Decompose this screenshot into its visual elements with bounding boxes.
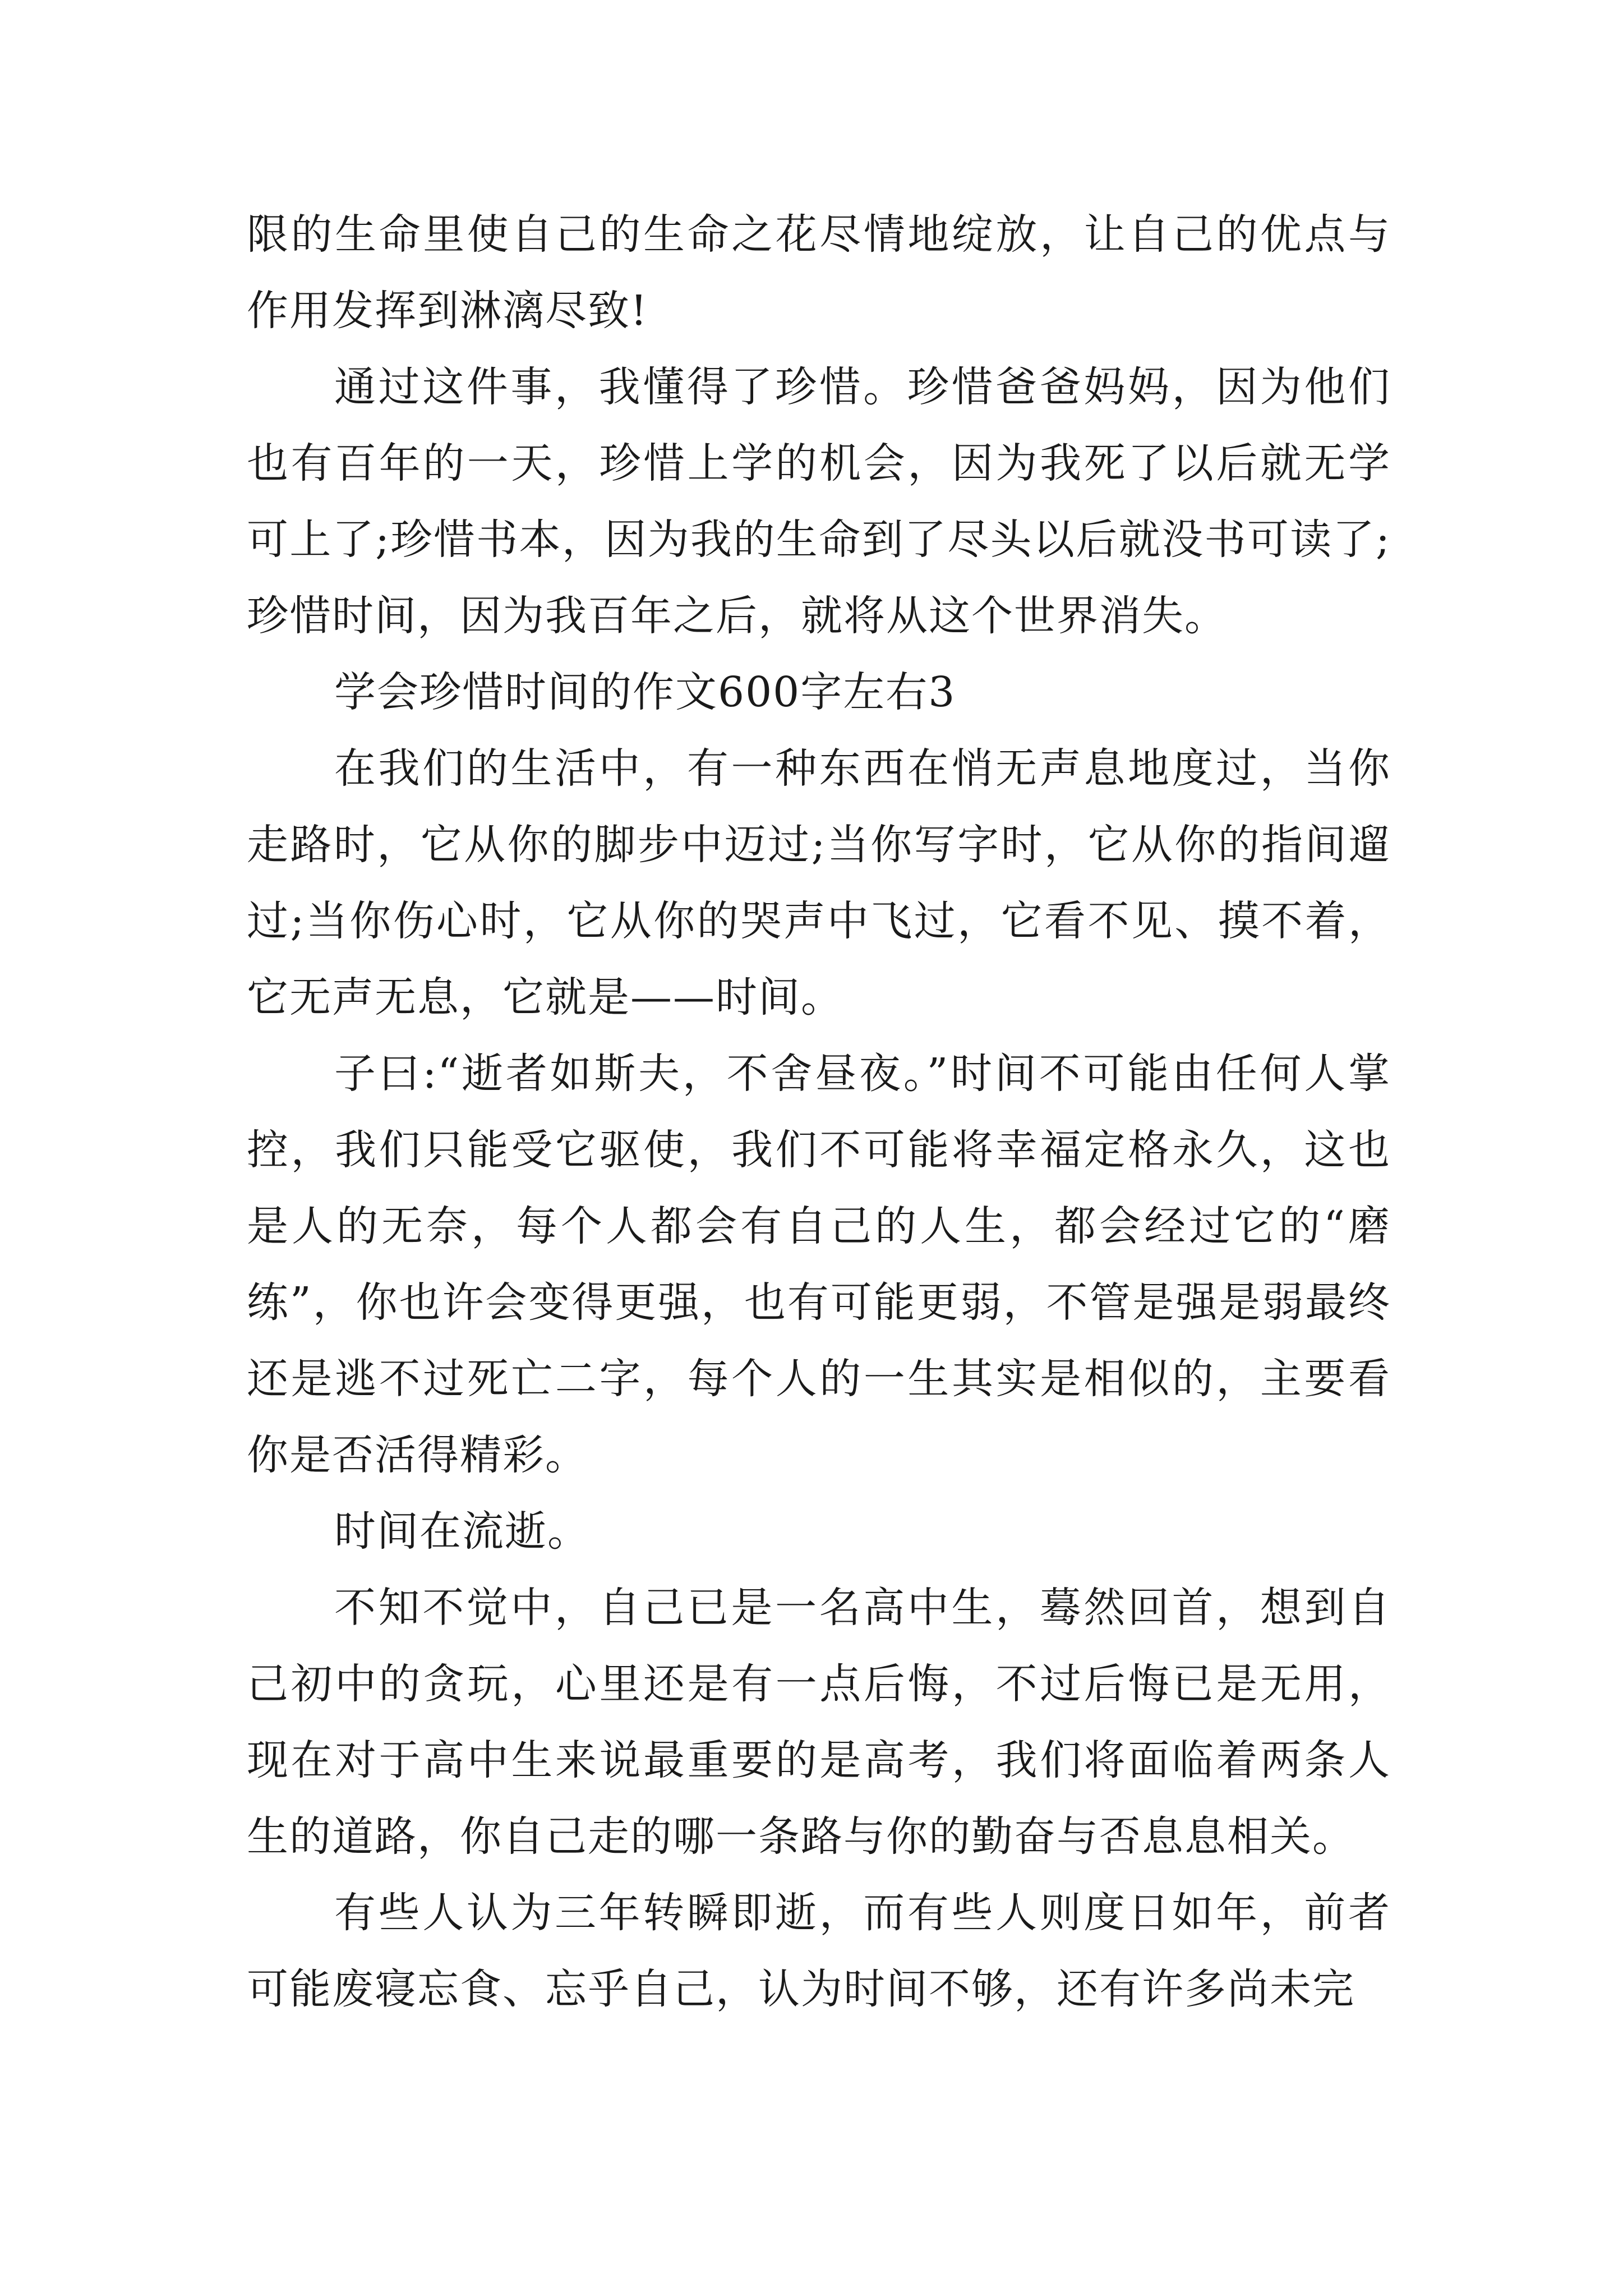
essay-heading: 学会珍惜时间的作文600字左右3	[334, 668, 956, 716]
paragraph-confucius-quote: 子曰:“逝者如斯夫，不舍昼夜。”时间不可能由任何人掌控，我们只能受它驱使，我们不可能将幸福定格永久，这也是人的无奈，每个人都会有自己的人生，都会经过它的“磨练”，你也许会变得更强，也有可能更弱，不管是强是弱最终还是逃不过死亡二字，每个人的一生其实是相似的，主要看你是否活得精彩。	[247, 1050, 1391, 1479]
paragraph-continuation: 限的生命里使自己的生命之花尽情地绽放，让自己的优点与作用发挥到淋漓尽致!	[247, 210, 1391, 335]
paragraph-high-school: 不知不觉中，自己已是一名高中生，蓦然回首，想到自己初中的贪玩，心里还是有一点后悔，不过后悔已是无用，现在对于高中生来说最重要的是高考，我们将面临着两条人生的道路，你自己走的哪一条路与你的勤奋与否息息相关。	[247, 1584, 1391, 1861]
paragraph-time-flows: 时间在流逝。	[334, 1507, 590, 1556]
document-body	[247, 196, 1391, 2027]
paragraph-cherish-lesson: 通过这件事，我懂得了珍惜。珍惜爸爸妈妈，因为他们也有百年的一天，珍惜上学的机会，因为我死了以后就无学可上了;珍惜书本，因为我的生命到了尽头以后就没书可读了;珍惜时间，因为我百年之后，就将从这个世界消失。	[247, 363, 1391, 640]
paragraph-three-years: 有些人认为三年转瞬即逝，而有些人则度日如年，前者可能废寝忘食、忘乎自己，认为时间不够，还有许多尚未完	[247, 1889, 1391, 2013]
paragraph-time-passing: 在我们的生活中，有一种东西在悄无声息地度过，当你走路时，它从你的脚步中迈过;当你写字时，它从你的指间遛过;当你伤心时，它从你的哭声中飞过，它看不见、摸不着，它无声无息，它就是——时间。	[247, 744, 1391, 1022]
